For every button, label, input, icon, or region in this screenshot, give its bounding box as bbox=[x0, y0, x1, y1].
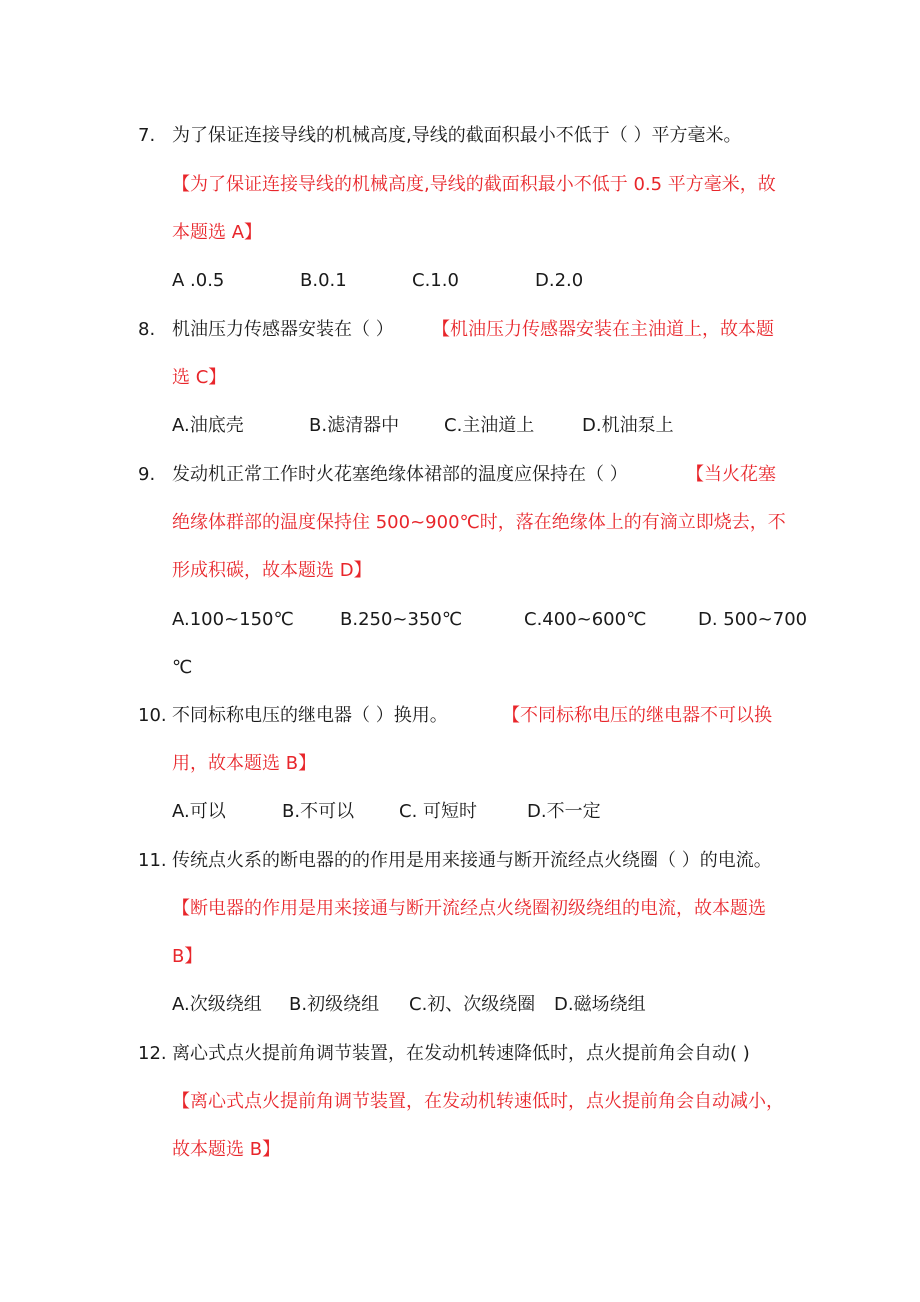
question-stem: 为了保证连接导线的机械高度,导线的截面积最小不低于（ ）平方毫米。 bbox=[172, 125, 742, 146]
answer-explanation: B】 bbox=[172, 946, 203, 967]
options-row bbox=[172, 608, 812, 632]
answer-explanation: 选 C】 bbox=[172, 367, 227, 388]
option-a: A.可以 bbox=[172, 801, 226, 822]
option-c: C. 可短时 bbox=[399, 801, 478, 822]
options-row bbox=[172, 800, 812, 824]
question-number: 9. bbox=[138, 464, 156, 485]
answer-explanation: 故本题选 B】 bbox=[172, 1139, 281, 1160]
answer-explanation: 绝缘体群部的温度保持住 500~900℃时，落在绝缘体上的有滴立即烧去，不 bbox=[172, 512, 786, 533]
answer-explanation: 本题选 A】 bbox=[172, 222, 263, 243]
option-a: A.油底壳 bbox=[172, 415, 244, 436]
option-b: B.初级绕组 bbox=[289, 994, 380, 1015]
question-number: 11. bbox=[138, 850, 167, 871]
option-c: C.主油道上 bbox=[444, 415, 535, 436]
option-a: A.次级绕组 bbox=[172, 994, 262, 1015]
answer-explanation: 【断电器的作用是用来接通与断开流经点火绕圈初级绕组的电流，故本题选 bbox=[172, 898, 766, 919]
question-number: 8. bbox=[138, 319, 156, 340]
options-row bbox=[172, 269, 812, 293]
option-d-wrap: ℃ bbox=[172, 657, 193, 678]
answer-explanation: 【当火花塞 bbox=[686, 464, 776, 485]
question-stem: 离心式点火提前角调节装置，在发动机转速降低时，点火提前角会自动( ) bbox=[172, 1043, 750, 1064]
option-d: D.磁场绕组 bbox=[554, 994, 646, 1015]
question-stem: 不同标称电压的继电器（ ）换用。 bbox=[172, 705, 448, 726]
options-row bbox=[172, 993, 812, 1017]
answer-explanation: 【为了保证连接导线的机械高度,导线的截面积最小不低于 0.5 平方毫米，故 bbox=[172, 174, 776, 195]
option-b: B.0.1 bbox=[300, 270, 347, 291]
option-a: A .0.5 bbox=[172, 270, 225, 291]
option-b: B.滤清器中 bbox=[309, 415, 400, 436]
option-c: C.初、次级绕圈 bbox=[409, 994, 536, 1015]
option-b: B.250~350℃ bbox=[340, 609, 463, 630]
option-d: D.机油泵上 bbox=[582, 415, 674, 436]
answer-explanation: 形成积碳，故本题选 D】 bbox=[172, 560, 372, 581]
options-row bbox=[172, 414, 812, 438]
question-number: 10. bbox=[138, 705, 167, 726]
option-d: D.2.0 bbox=[535, 270, 584, 291]
option-c: C.1.0 bbox=[412, 270, 459, 291]
answer-explanation: 【不同标称电压的继电器不可以换 bbox=[502, 705, 772, 726]
option-a: A.100~150℃ bbox=[172, 609, 294, 630]
question-stem: 发动机正常工作时火花塞绝缘体裙部的温度应保持在（ ） bbox=[172, 464, 628, 485]
question-stem: 机油压力传感器安装在（ ） bbox=[172, 319, 394, 340]
question-number: 7. bbox=[138, 125, 156, 146]
option-c: C.400~600℃ bbox=[524, 609, 647, 630]
option-d: D.不一定 bbox=[527, 801, 601, 822]
question-stem: 传统点火系的断电器的的作用是用来接通与断开流经点火绕圈（ ）的电流。 bbox=[172, 850, 772, 871]
question-number: 12. bbox=[138, 1043, 167, 1064]
option-b: B.不可以 bbox=[282, 801, 355, 822]
option-d: D. 500~700 bbox=[698, 609, 808, 630]
answer-explanation: 【机油压力传感器安装在主油道上，故本题 bbox=[432, 319, 774, 340]
answer-explanation: 【离心式点火提前角调节装置，在发动机转速低时，点火提前角会自动减小， bbox=[172, 1091, 784, 1112]
answer-explanation: 用，故本题选 B】 bbox=[172, 753, 317, 774]
